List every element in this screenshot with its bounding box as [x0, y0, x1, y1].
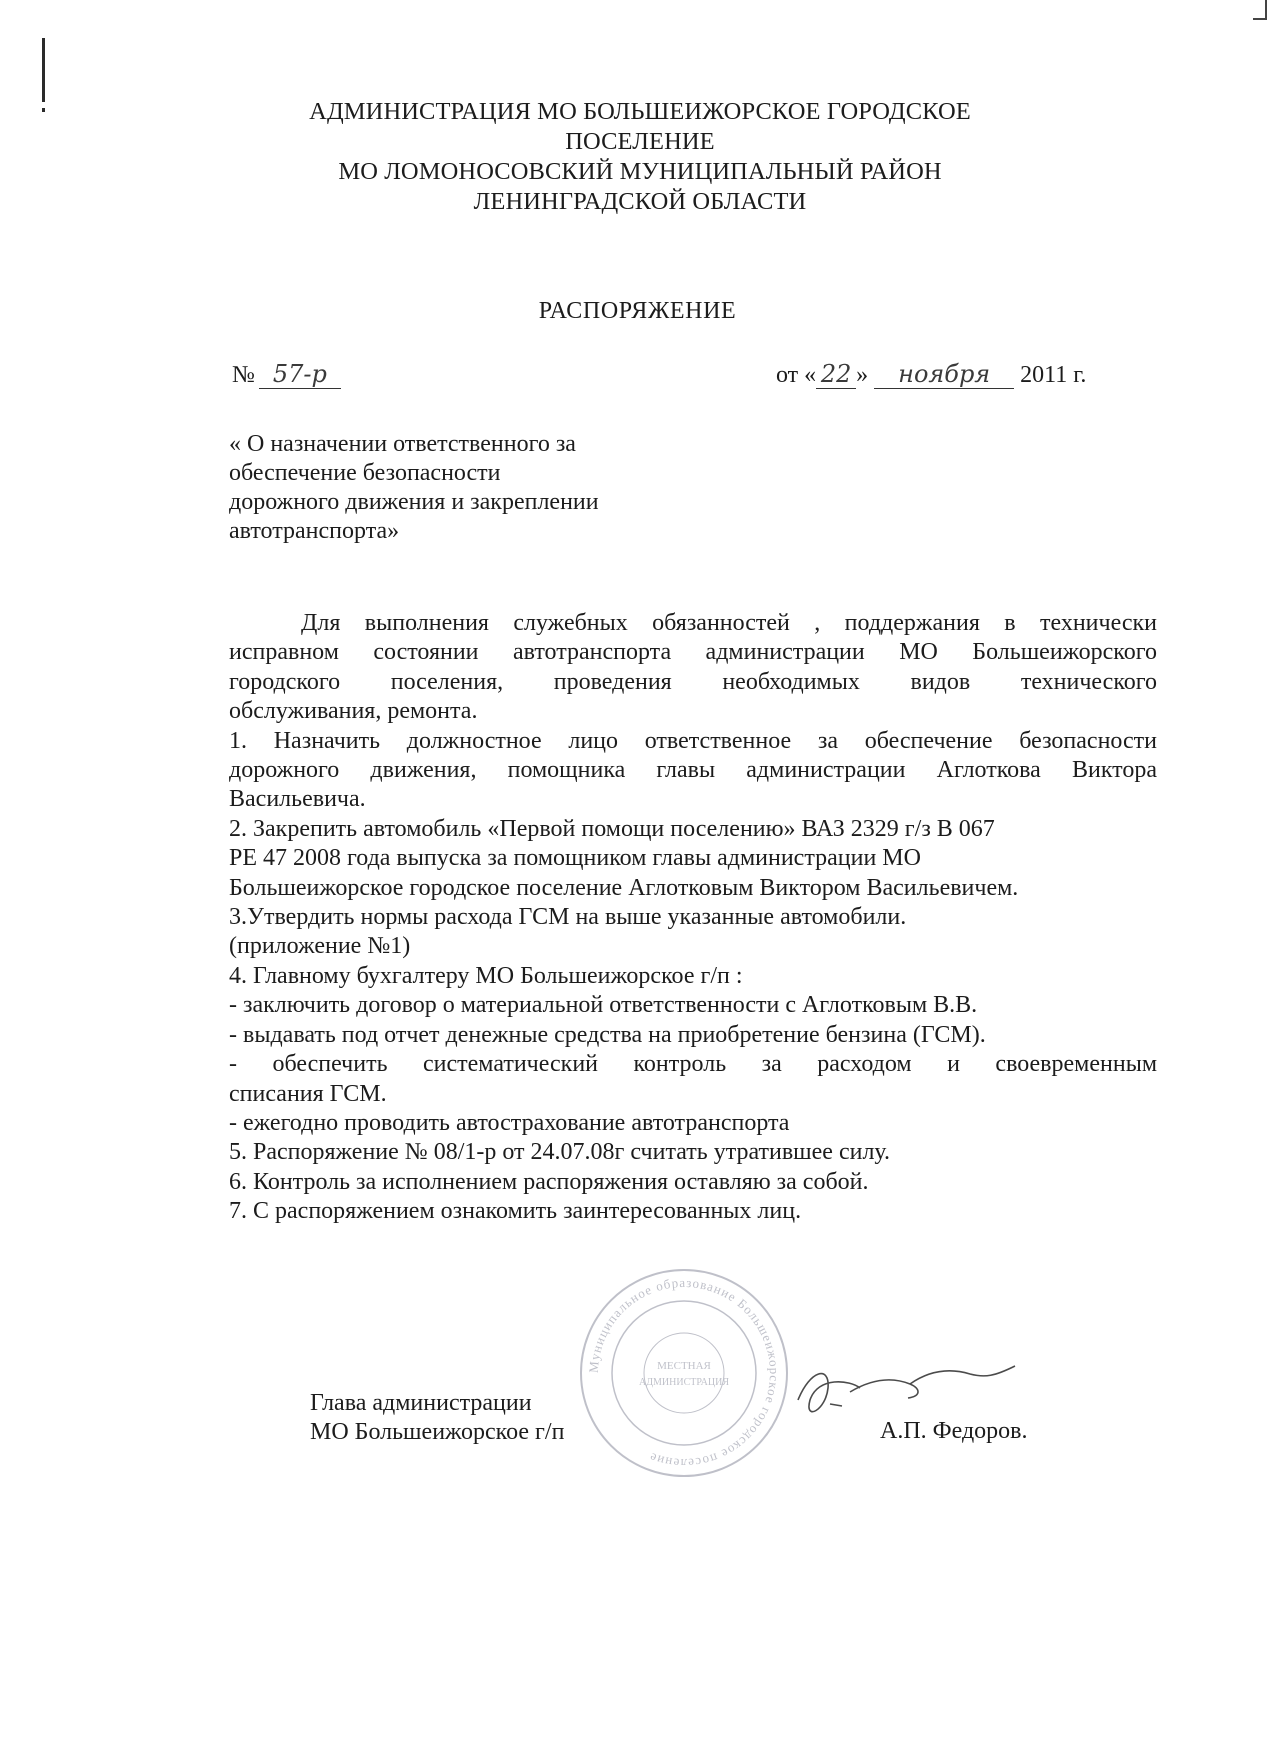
body-line: 2. Закрепить автомобиль «Первой помощи поселению» ВАЗ 2329 г/з В 067	[229, 815, 995, 842]
signatory-title-line: Глава администрации	[310, 1390, 532, 1416]
subject-line: « О назначении ответственного за	[229, 431, 576, 457]
body-line: дорожного движения, помощника главы администрации Аглоткова Виктора	[229, 757, 1157, 784]
date-year: 2011 г.	[1020, 362, 1087, 388]
header-line: ПОСЕЛЕНИЕ	[565, 128, 715, 155]
signatory-name: А.П. Федоров.	[880, 1418, 1028, 1444]
header-line: МО ЛОМОНОСОВСКИЙ МУНИЦИПАЛЬНЫЙ РАЙОН	[338, 158, 942, 185]
document-type: РАСПОРЯЖЕНИЕ	[538, 298, 737, 324]
body-line: 6. Контроль за исполнением распоряжения оставляю за собой.	[229, 1168, 869, 1195]
body-line: исправном состоянии автотранспорта администрации МО Большеижорского	[229, 639, 1157, 666]
body-line: 1. Назначить должностное лицо ответственное за обеспечение безопасности	[229, 727, 1157, 754]
body-line: РЕ 47 2008 года выпуска за помощником главы администрации МО	[229, 845, 921, 872]
scan-corner-mark	[1253, 0, 1267, 20]
body-line: Васильевича.	[229, 786, 366, 813]
header-line: АДМИНИСТРАЦИЯ МО БОЛЬШЕИЖОРСКОЕ ГОРОДСКОЕ	[309, 98, 971, 125]
number-prefix: №	[232, 362, 255, 388]
date-quote-close: »	[856, 362, 869, 388]
scan-edge-mark	[42, 108, 45, 112]
body-line: - заключить договор о материальной ответственности с Аглотковым В.В.	[229, 992, 978, 1019]
body-line: - ежегодно проводить автострахование автотранспорта	[229, 1109, 790, 1136]
body-line: Для выполнения служебных обязанностей , поддержания в технически	[301, 610, 1157, 636]
body-line: 5. Распоряжение № 08/1-р от 24.07.08г считать утратившее силу.	[229, 1139, 891, 1166]
body-line: обслуживания, ремонта.	[229, 698, 478, 725]
subject-line: обеспечение безопасности	[229, 460, 501, 486]
signatory-title-line: МО Большеижорское г/п	[310, 1419, 565, 1445]
body-line: - выдавать под отчет денежные средства на приобретение бензина (ГСМ).	[229, 1021, 986, 1048]
body-line: городского поселения, проведения необходимых видов технического	[229, 668, 1157, 695]
stamp-outer-text: Муниципальное образование Большеижорское городское поселение	[585, 1274, 783, 1472]
stamp-inner-line: МЕСТНАЯ	[657, 1360, 711, 1372]
subject-line: автотранспорта»	[229, 518, 400, 544]
signatory-title	[310, 1389, 564, 1447]
document-header	[180, 97, 1100, 217]
body-line: 3.Утвердить нормы расхода ГСМ на выше указанные автомобили.	[229, 904, 907, 931]
document-number	[232, 360, 341, 389]
date-prefix: от «	[776, 362, 817, 388]
body-line: - обеспечить систематический контроль за расходом и своевременным	[229, 1051, 1157, 1078]
stamp-inner-line: АДМИНИСТРАЦИЯ	[639, 1377, 729, 1388]
document-body	[229, 609, 1157, 1227]
svg-text:Муниципальное образование Боль	[586, 1275, 782, 1471]
body-line: 4. Главному бухгалтеру МО Большеижорское г/п :	[229, 962, 743, 989]
subject-line: дорожного движения и закреплении	[229, 489, 599, 515]
date-day-handwritten: 22	[816, 360, 856, 389]
official-stamp	[578, 1267, 790, 1479]
body-line: 7. С распоряжением ознакомить заинтересованных лиц.	[229, 1198, 802, 1225]
body-line: (приложение №1)	[229, 933, 411, 960]
scan-edge-mark	[42, 38, 45, 102]
header-line: ЛЕНИНГРАДСКОЙ ОБЛАСТИ	[473, 188, 807, 215]
document-subject	[229, 430, 709, 546]
number-handwritten: 57-р	[259, 360, 341, 389]
date-month-handwritten: ноября	[874, 360, 1014, 389]
body-line: Большеижорское городское поселение Аглотковым Виктором Васильевичем.	[229, 874, 1019, 901]
body-line: списания ГСМ.	[229, 1080, 387, 1107]
document-date	[776, 360, 1086, 389]
